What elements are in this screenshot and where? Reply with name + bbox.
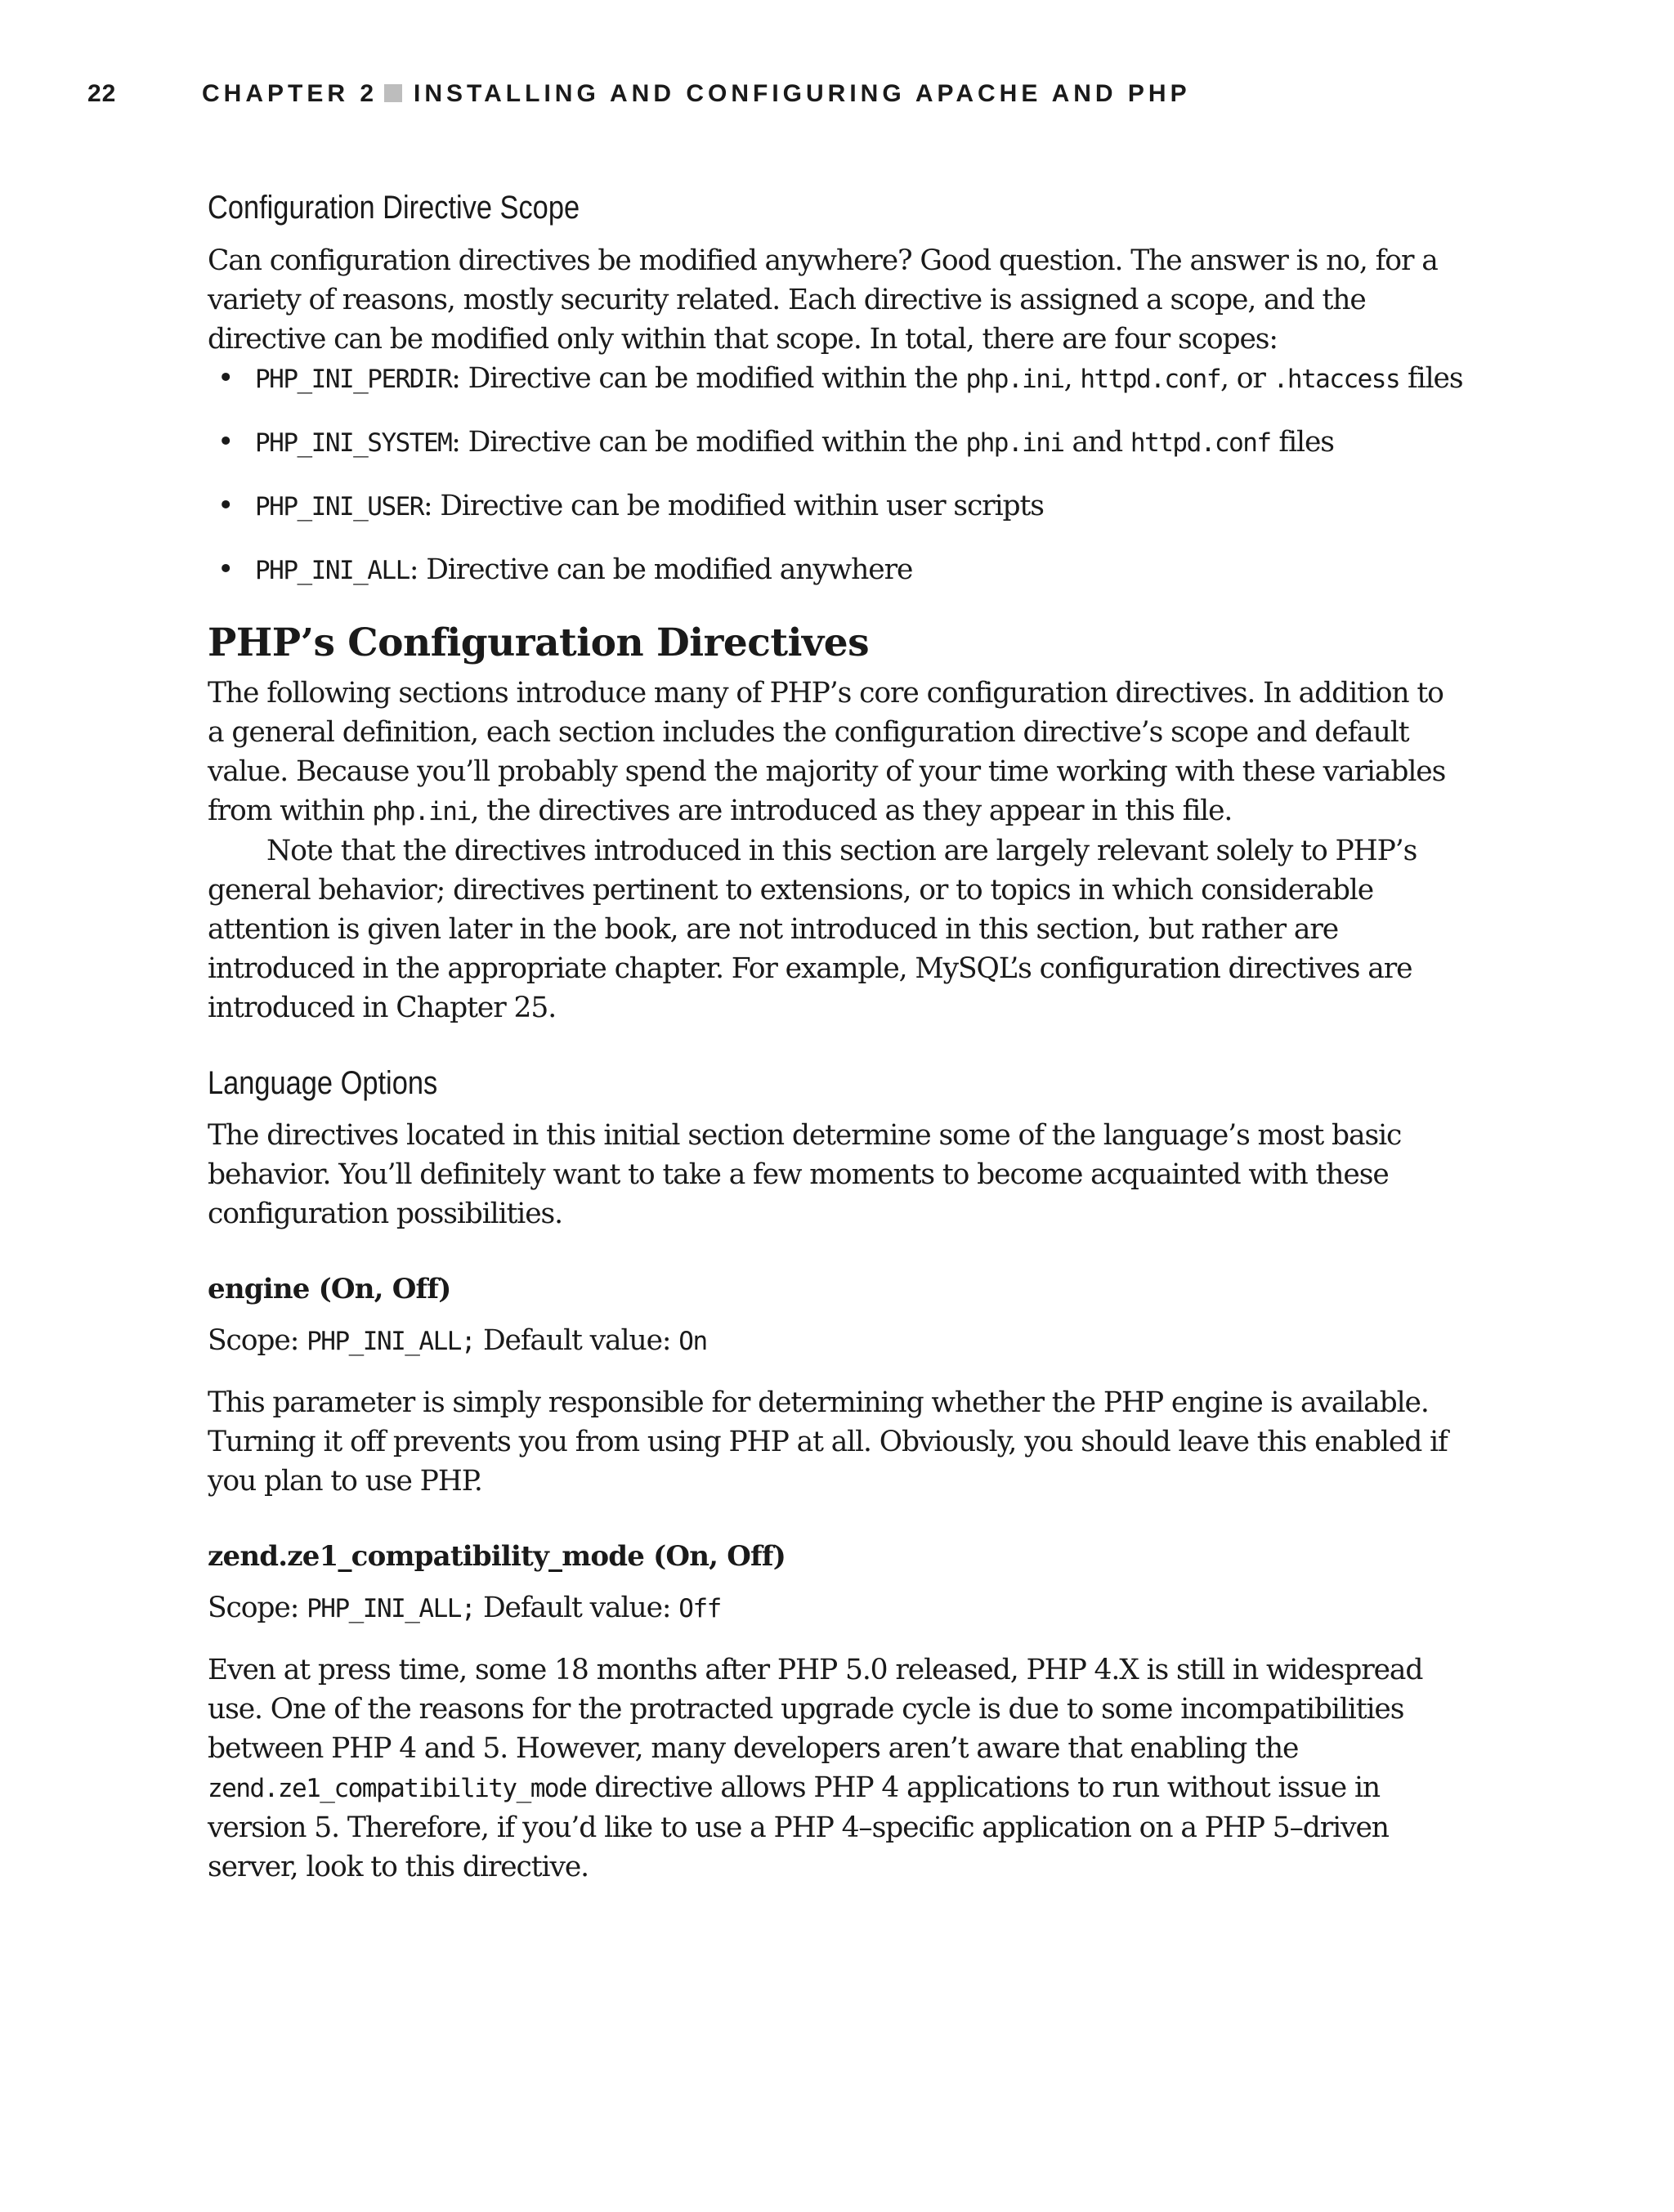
scope-value: PHP_INI_ALL;	[307, 1327, 476, 1356]
section-heading-directives: PHP’s Configuration Directives	[208, 620, 870, 665]
file-name: php.ini	[965, 365, 1064, 394]
default-label: Default value:	[475, 1592, 679, 1624]
directive-engine	[208, 1269, 1466, 1501]
default-value: Off	[678, 1594, 721, 1623]
paragraph-text: The following sections introduce many of PHP’s core configuration directives. In addition to a general definition, each section includes the configuration directive’s scope and default value. Because you’ll probably spend the majority of your time working with these variables from within	[208, 677, 1446, 827]
bullet-icon: •	[217, 426, 234, 459]
default-label: Default value:	[475, 1324, 679, 1357]
paragraph-text: directive allows PHP 4 applications to run without issue in version 5. Therefore, if you’d like to use a PHP 4–specific application on a PHP 5–driven server, look to this directive.	[208, 1771, 1389, 1883]
scope-value: PHP_INI_ALL;	[307, 1594, 476, 1623]
scope-name: PHP_INI_USER	[255, 492, 423, 522]
list-item	[168, 359, 1466, 399]
scope-name: PHP_INI_ALL	[255, 556, 410, 585]
file-name: php.ini	[965, 428, 1064, 458]
scope-text: files	[1270, 426, 1334, 459]
directive-title: engine (On, Off)	[208, 1273, 451, 1305]
section-heading-language-options: Language Options	[208, 1065, 438, 1101]
file-name: .htaccess	[1273, 365, 1400, 394]
section-heading-scope: Configuration Directive Scope	[208, 190, 580, 226]
scope-text: : Directive can be modified within user scripts	[423, 490, 1044, 522]
scope-list	[208, 359, 1466, 590]
directive-scope-line	[208, 1321, 1466, 1361]
scope-label: Scope:	[208, 1324, 307, 1357]
list-item	[168, 550, 1466, 590]
chapter-name: INSTALLING AND CONFIGURING APACHE AND PHP	[414, 80, 1191, 107]
directives-note-paragraph: Note that the directives introduced in this section are largely relevant solely to PHP’s general behavior; directives pertinent to extensions, or to topics in which considerable attention is given later in the book, are not introduced in this section, but rather are introduced in the appropriate chapter. For example, MySQL’s configuration directives are introduced in Chapter 25.	[208, 835, 1417, 1024]
scope-text: files	[1399, 362, 1463, 395]
square-separator-icon	[384, 84, 402, 102]
file-name: php.ini	[372, 797, 471, 826]
scope-text: : Directive can be modified within the	[451, 362, 966, 395]
directive-scope-line	[208, 1588, 1466, 1628]
directive-description	[208, 1650, 1466, 1887]
default-value: On	[678, 1327, 707, 1356]
directive-title: zend.ze1_compatibility_mode (On, Off)	[208, 1540, 786, 1573]
directive-description: This parameter is simply responsible for determining whether the PHP engine is available. Turning it off prevents you from using PHP at all. Obviously, you should leave this enabled if you plan to use PHP.	[208, 1386, 1448, 1498]
page-content	[208, 190, 1466, 1887]
scope-text: : Directive can be modified anywhere	[409, 553, 913, 586]
directives-intro-paragraph	[208, 674, 1466, 831]
paragraph-text: , the directives are introduced as they appear in this file.	[470, 795, 1233, 827]
directive-zend-compat	[208, 1537, 1466, 1887]
file-name: httpd.conf	[1130, 428, 1271, 458]
directive-name: zend.ze1_compatibility_mode	[208, 1774, 587, 1803]
bullet-icon: •	[217, 553, 234, 586]
list-item	[168, 423, 1466, 463]
page-number: 22	[87, 80, 117, 107]
bullet-icon: •	[217, 362, 234, 395]
scope-text: : Directive can be modified within the	[451, 426, 966, 459]
list-item	[168, 486, 1466, 526]
chapter-label: CHAPTER 2	[202, 80, 378, 107]
bullet-icon: •	[217, 490, 234, 522]
scope-name: PHP_INI_PERDIR	[255, 365, 452, 394]
file-name: httpd.conf	[1080, 365, 1220, 394]
chapter-title	[202, 80, 1191, 108]
scope-text: , or	[1220, 362, 1273, 395]
language-options-paragraph: The directives located in this initial section determine some of the language’s most basic behavior. You’ll definitely want to take a few moments to become acquainted with these configuration possibilities.	[208, 1119, 1402, 1230]
paragraph-text: Even at press time, some 18 months after PHP 5.0 released, PHP 4.X is still in widespread use. One of the reasons for the protracted upgrade cycle is due to some incompatibilities between PHP 4 and 5. However, many developers aren’t aware that enabling the	[208, 1654, 1423, 1765]
scope-text: ,	[1063, 362, 1081, 395]
scope-text: and	[1063, 426, 1130, 459]
scope-label: Scope:	[208, 1592, 307, 1624]
running-head	[87, 80, 1592, 116]
scope-intro-paragraph: Can configuration directives be modified anywhere? Good question. The answer is no, for a variety of reasons, mostly security related. Each directive is assigned a scope, and the directive can be modified only within that scope. In total, there are four scopes:	[208, 244, 1438, 356]
scope-name: PHP_INI_SYSTEM	[255, 428, 452, 458]
